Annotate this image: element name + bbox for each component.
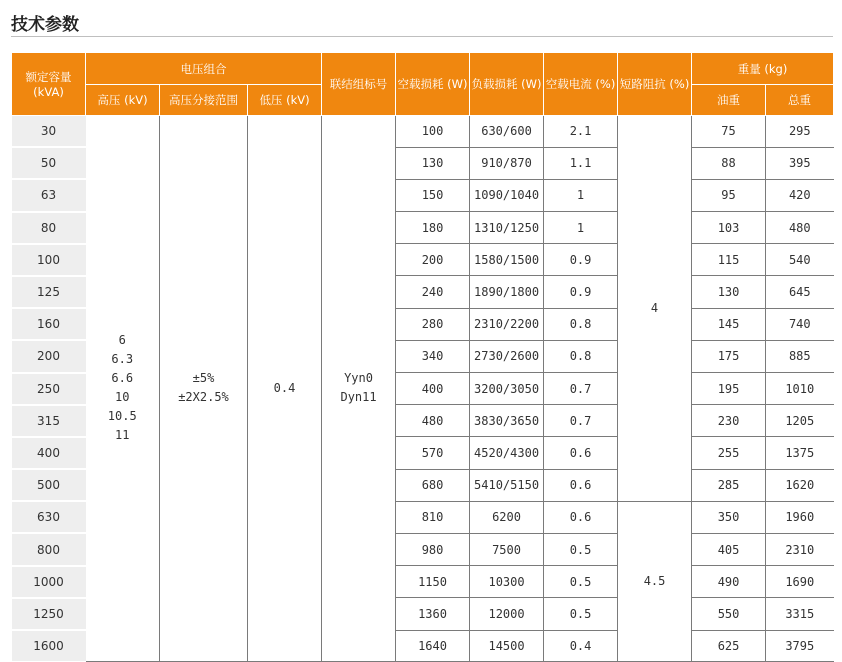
- stack-line: 6: [118, 333, 126, 348]
- oil-weight-cell: 405: [692, 533, 766, 565]
- total-weight-cell: 1375: [766, 437, 834, 469]
- no-load-current-cell: 0.9: [544, 276, 618, 308]
- no-load-loss-cell: 200: [396, 244, 470, 276]
- header-lv: 低压 (kV): [248, 85, 322, 116]
- oil-weight-cell: 95: [692, 179, 766, 211]
- load-loss-cell: 2730/2600: [470, 340, 544, 372]
- no-load-current-cell: 0.7: [544, 373, 618, 405]
- load-loss-cell: 5410/5150: [470, 469, 544, 501]
- load-loss-cell: 7500: [470, 533, 544, 565]
- oil-weight-cell: 255: [692, 437, 766, 469]
- header-tap-range: 高压分接范围: [160, 85, 248, 116]
- stack-line: 6.6: [111, 371, 134, 386]
- impedance-cell-a: 4: [618, 116, 692, 502]
- load-loss-cell: 630/600: [470, 116, 544, 148]
- no-load-loss-cell: 240: [396, 276, 470, 308]
- header-no-load-current: 空载电流 (%): [544, 53, 618, 116]
- no-load-loss-cell: 280: [396, 308, 470, 340]
- capacity-cell: 80: [12, 212, 86, 244]
- total-weight-cell: 645: [766, 276, 834, 308]
- no-load-current-cell: 0.7: [544, 405, 618, 437]
- no-load-current-cell: 0.5: [544, 566, 618, 598]
- table-row: [12, 116, 834, 148]
- total-weight-cell: 480: [766, 212, 834, 244]
- load-loss-cell: 3200/3050: [470, 373, 544, 405]
- header-connection: 联结组标号: [322, 53, 396, 116]
- total-weight-cell: 1205: [766, 405, 834, 437]
- load-loss-cell: 3830/3650: [470, 405, 544, 437]
- capacity-cell: 400: [12, 437, 86, 469]
- oil-weight-cell: 550: [692, 598, 766, 630]
- oil-weight-cell: 115: [692, 244, 766, 276]
- no-load-loss-cell: 1150: [396, 566, 470, 598]
- load-loss-cell: 1580/1500: [470, 244, 544, 276]
- no-load-loss-cell: 1640: [396, 630, 470, 661]
- no-load-loss-cell: 180: [396, 212, 470, 244]
- header-impedance: 短路阻抗 (%): [618, 53, 692, 116]
- stack-line: 10: [115, 390, 130, 405]
- capacity-cell: 315: [12, 405, 86, 437]
- capacity-cell: 100: [12, 244, 86, 276]
- total-weight-cell: 2310: [766, 533, 834, 565]
- oil-weight-cell: 625: [692, 630, 766, 661]
- load-loss-cell: 1090/1040: [470, 179, 544, 211]
- no-load-current-cell: 1.1: [544, 147, 618, 179]
- no-load-current-cell: 0.4: [544, 630, 618, 661]
- header-capacity: 额定容量 (kVA): [12, 53, 86, 116]
- header-voltage-group: 电压组合: [86, 53, 322, 85]
- total-weight-cell: 1620: [766, 469, 834, 501]
- capacity-cell: 1000: [12, 566, 86, 598]
- capacity-cell: 63: [12, 179, 86, 211]
- no-load-loss-cell: 340: [396, 340, 470, 372]
- no-load-loss-cell: 810: [396, 501, 470, 533]
- no-load-current-cell: 0.6: [544, 501, 618, 533]
- header-weight: 重量 (kg): [692, 53, 834, 85]
- capacity-cell: 1250: [12, 598, 86, 630]
- spec-table-body: [12, 116, 834, 662]
- capacity-cell: 50: [12, 147, 86, 179]
- total-weight-cell: 540: [766, 244, 834, 276]
- oil-weight-cell: 103: [692, 212, 766, 244]
- no-load-loss-cell: 480: [396, 405, 470, 437]
- no-load-current-cell: 2.1: [544, 116, 618, 148]
- no-load-current-cell: 0.9: [544, 244, 618, 276]
- hv-values-cell: [86, 116, 160, 662]
- total-weight-cell: 740: [766, 308, 834, 340]
- no-load-current-cell: 0.5: [544, 598, 618, 630]
- no-load-loss-cell: 980: [396, 533, 470, 565]
- oil-weight-cell: 175: [692, 340, 766, 372]
- tap-range-cell: [160, 116, 248, 662]
- spec-table: [11, 52, 834, 662]
- total-weight-cell: 885: [766, 340, 834, 372]
- stack-line: ±2X2.5%: [178, 390, 229, 405]
- oil-weight-cell: 490: [692, 566, 766, 598]
- stack-line: Yyn0: [344, 371, 373, 386]
- oil-weight-cell: 130: [692, 276, 766, 308]
- total-weight-cell: 395: [766, 147, 834, 179]
- header-load-loss: 负载损耗 (W): [470, 53, 544, 116]
- oil-weight-cell: 285: [692, 469, 766, 501]
- header-row-1: [12, 53, 834, 85]
- no-load-loss-cell: 150: [396, 179, 470, 211]
- load-loss-cell: 12000: [470, 598, 544, 630]
- stack-line: ±5%: [192, 371, 215, 386]
- stack-line: 11: [115, 428, 130, 443]
- capacity-cell: 250: [12, 373, 86, 405]
- no-load-loss-cell: 100: [396, 116, 470, 148]
- load-loss-cell: 10300: [470, 566, 544, 598]
- header-oil-weight: 油重: [692, 85, 766, 116]
- capacity-cell: 630: [12, 501, 86, 533]
- oil-weight-cell: 75: [692, 116, 766, 148]
- stack-line: Dyn11: [340, 390, 377, 405]
- load-loss-cell: 6200: [470, 501, 544, 533]
- oil-weight-cell: 350: [692, 501, 766, 533]
- capacity-cell: 125: [12, 276, 86, 308]
- load-loss-cell: 4520/4300: [470, 437, 544, 469]
- load-loss-cell: 910/870: [470, 147, 544, 179]
- stack-line: 6.3: [111, 352, 134, 367]
- no-load-loss-cell: 400: [396, 373, 470, 405]
- no-load-loss-cell: 680: [396, 469, 470, 501]
- no-load-current-cell: 0.6: [544, 469, 618, 501]
- no-load-loss-cell: 130: [396, 147, 470, 179]
- impedance-cell-b: 4.5: [618, 501, 692, 661]
- oil-weight-cell: 88: [692, 147, 766, 179]
- load-loss-cell: 2310/2200: [470, 308, 544, 340]
- total-weight-cell: 1960: [766, 501, 834, 533]
- header-total-weight: 总重: [766, 85, 834, 116]
- load-loss-cell: 1310/1250: [470, 212, 544, 244]
- total-weight-cell: 295: [766, 116, 834, 148]
- capacity-cell: 500: [12, 469, 86, 501]
- no-load-loss-cell: 1360: [396, 598, 470, 630]
- lv-value-cell: 0.4: [248, 116, 322, 662]
- total-weight-cell: 1690: [766, 566, 834, 598]
- total-weight-cell: 3795: [766, 630, 834, 661]
- no-load-current-cell: 1: [544, 212, 618, 244]
- oil-weight-cell: 145: [692, 308, 766, 340]
- header-no-load-loss: 空载损耗 (W): [396, 53, 470, 116]
- no-load-current-cell: 0.8: [544, 308, 618, 340]
- page-title: 技术参数: [11, 15, 79, 35]
- capacity-cell: 1600: [12, 630, 86, 661]
- load-loss-cell: 14500: [470, 630, 544, 661]
- no-load-loss-cell: 570: [396, 437, 470, 469]
- capacity-cell: 160: [12, 308, 86, 340]
- connection-cell: [322, 116, 396, 662]
- no-load-current-cell: 0.8: [544, 340, 618, 372]
- header-hv: 高压 (kV): [86, 85, 160, 116]
- capacity-cell: 30: [12, 116, 86, 148]
- capacity-cell: 200: [12, 340, 86, 372]
- title-divider: [11, 36, 833, 37]
- load-loss-cell: 1890/1800: [470, 276, 544, 308]
- capacity-cell: 800: [12, 533, 86, 565]
- stack-line: 10.5: [107, 409, 137, 424]
- oil-weight-cell: 195: [692, 373, 766, 405]
- no-load-current-cell: 0.5: [544, 533, 618, 565]
- total-weight-cell: 3315: [766, 598, 834, 630]
- no-load-current-cell: 0.6: [544, 437, 618, 469]
- total-weight-cell: 1010: [766, 373, 834, 405]
- total-weight-cell: 420: [766, 179, 834, 211]
- oil-weight-cell: 230: [692, 405, 766, 437]
- no-load-current-cell: 1: [544, 179, 618, 211]
